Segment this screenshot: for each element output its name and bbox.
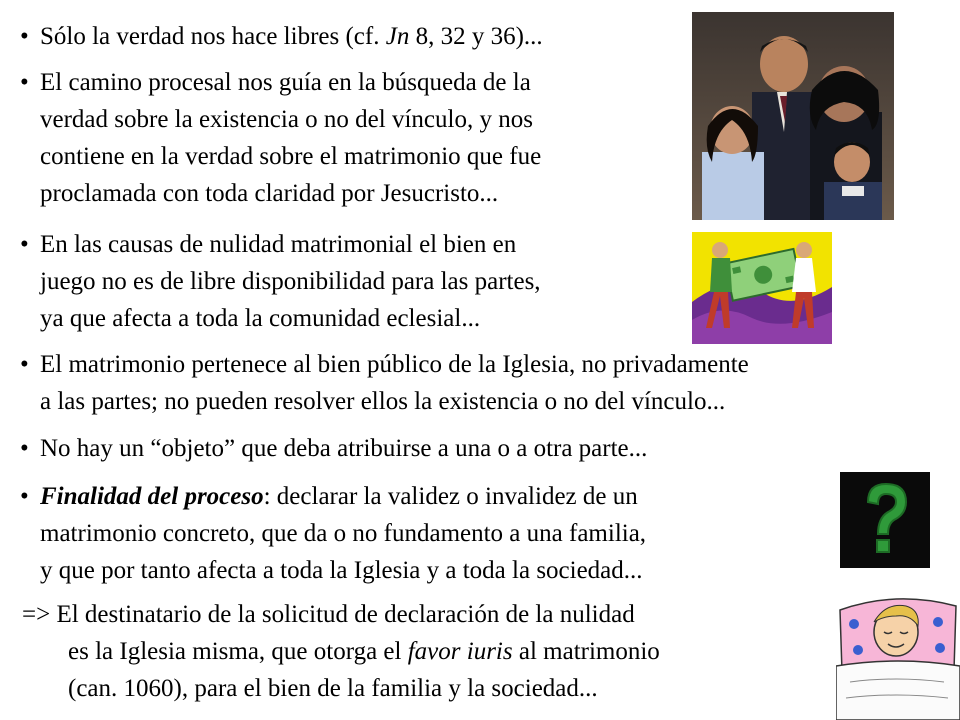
sleeping-person-clipart xyxy=(836,586,960,720)
bullet-4 xyxy=(20,346,749,420)
bullet-2-line-3: contiene en la verdad sobre el matrimonio que fue xyxy=(40,143,542,170)
bullet-4-line-1: El matrimonio pertenece al bien público de la Iglesia, no privadamente xyxy=(40,351,749,378)
bullet-marker: • xyxy=(20,23,29,50)
bullet-marker: • xyxy=(20,351,29,378)
bullet-1-line: Sólo la verdad nos hace libres (cf. Jn 8, 32 y 36)... xyxy=(40,23,543,50)
family-photo-illustration xyxy=(692,12,894,220)
bullet-6-line-1: Finalidad del proceso: declarar la validez o invalidez de un xyxy=(40,483,638,510)
bullet-2-line-4: proclamada con toda claridad por Jesucristo... xyxy=(40,180,499,207)
bullet-marker: • xyxy=(20,69,29,96)
bullet-6-line-3: y que por tanto afecta a toda la Iglesia y a toda la sociedad... xyxy=(40,557,643,584)
bullet-2 xyxy=(20,64,542,212)
bullet-3 xyxy=(20,226,541,337)
bullet-2-line-2: verdad sobre la existencia o no del vínculo, y nos xyxy=(40,106,533,133)
bullet-3-line-2: juego no es de libre disponibilidad para las partes, xyxy=(40,268,541,295)
money-exchange-illustration xyxy=(692,232,832,344)
conclusion-line-1: => El destinatario de la solicitud de declaración de la nulidad xyxy=(22,601,635,628)
bullet-3-line-1: En las causas de nulidad matrimonial el bien en xyxy=(40,231,517,258)
question-mark-clipart xyxy=(840,472,930,568)
bullet-6-line-2: matrimonio concreto, que da o no fundamento a una familia, xyxy=(40,520,647,547)
family-photo xyxy=(692,12,894,220)
question-mark-icon xyxy=(840,472,930,568)
conclusion xyxy=(22,596,660,707)
bullet-marker: • xyxy=(20,483,29,510)
sleeping-person-illustration xyxy=(836,586,960,720)
bullet-marker: • xyxy=(20,231,29,258)
finalidad-heading: Finalidad del proceso xyxy=(40,483,264,510)
bullet-4-line-2: a las partes; no pueden resolver ellos la existencia o no del vínculo... xyxy=(40,388,726,415)
conclusion-line-3: (can. 1060), para el bien de la familia y la sociedad... xyxy=(68,675,598,702)
money-exchange-clipart xyxy=(692,232,832,344)
bullet-marker: • xyxy=(20,435,29,462)
conclusion-line-2: es la Iglesia misma, que otorga el favor iuris al matrimonio xyxy=(68,638,660,665)
bullet-5 xyxy=(20,430,648,467)
bullet-2-line-1: El camino procesal nos guía en la búsqueda de la xyxy=(40,69,531,96)
bullet-3-line-3: ya que afecta a toda la comunidad eclesial... xyxy=(40,305,481,332)
bullet-1 xyxy=(20,18,543,55)
bullet-6 xyxy=(20,478,647,589)
bullet-5-line-1: No hay un “objeto” que deba atribuirse a una o a otra parte... xyxy=(40,435,648,462)
